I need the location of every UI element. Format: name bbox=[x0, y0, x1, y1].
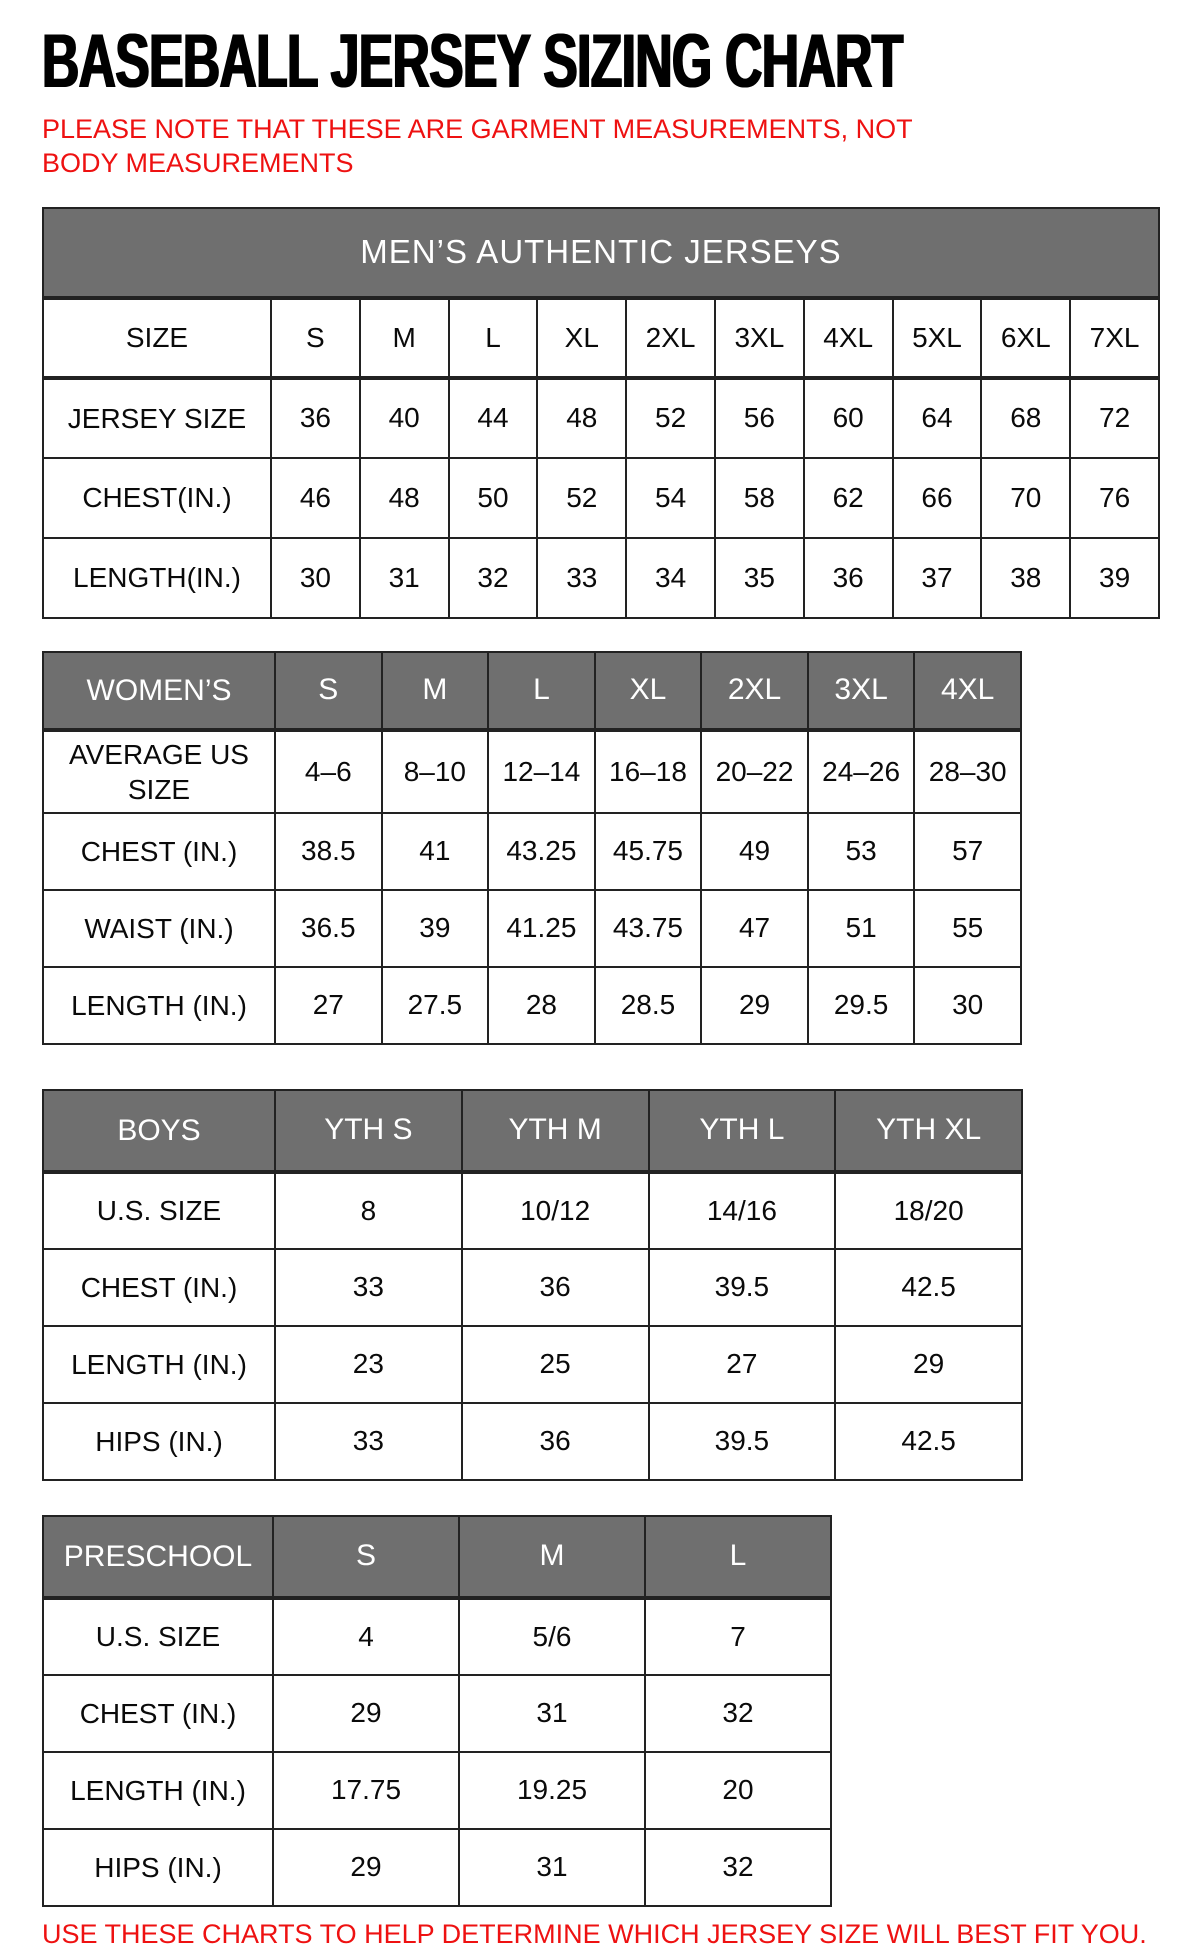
table-cell: 4 bbox=[273, 1598, 459, 1675]
table-cell: 29 bbox=[273, 1829, 459, 1906]
boys-header-row bbox=[43, 1090, 1022, 1172]
table-cell: 8 bbox=[275, 1172, 462, 1249]
row-label: CHEST(IN.) bbox=[43, 458, 271, 538]
table-cell: 30 bbox=[914, 967, 1021, 1044]
table-cell: 55 bbox=[914, 890, 1021, 967]
womens-header-label: WOMEN’S bbox=[43, 652, 275, 730]
table-cell: 33 bbox=[537, 538, 626, 618]
pre-row-2 bbox=[43, 1752, 831, 1829]
mens-header-label: SIZE bbox=[43, 298, 271, 378]
table-cell: 46 bbox=[271, 458, 360, 538]
size-column-header: YTH S bbox=[275, 1090, 462, 1172]
size-column-header: 6XL bbox=[981, 298, 1070, 378]
mens-authentic-jerseys-table bbox=[42, 207, 1160, 619]
mens-header-row bbox=[43, 298, 1159, 378]
row-label: HIPS (IN.) bbox=[43, 1829, 273, 1906]
row-label: CHEST (IN.) bbox=[43, 813, 275, 890]
table-cell: 76 bbox=[1070, 458, 1159, 538]
table-cell: 41 bbox=[382, 813, 489, 890]
table-cell: 18/20 bbox=[835, 1172, 1022, 1249]
table-cell: 20 bbox=[645, 1752, 831, 1829]
table-cell: 68 bbox=[981, 378, 1070, 458]
table-cell: 48 bbox=[537, 378, 626, 458]
mens-row-1 bbox=[43, 458, 1159, 538]
table-cell: 39 bbox=[1070, 538, 1159, 618]
size-column-header: 5XL bbox=[893, 298, 982, 378]
row-label: JERSEY SIZE bbox=[43, 378, 271, 458]
table-cell: 29 bbox=[273, 1675, 459, 1752]
boys-row-0 bbox=[43, 1172, 1022, 1249]
table-cell: 34 bbox=[626, 538, 715, 618]
table-cell: 36 bbox=[462, 1249, 649, 1326]
table-cell: 62 bbox=[804, 458, 893, 538]
table-cell: 45.75 bbox=[595, 813, 702, 890]
table-cell: 39 bbox=[382, 890, 489, 967]
size-column-header: M bbox=[382, 652, 489, 730]
table-cell: 60 bbox=[804, 378, 893, 458]
size-column-header: 4XL bbox=[804, 298, 893, 378]
table-cell: 72 bbox=[1070, 378, 1159, 458]
boys-header-label: BOYS bbox=[43, 1090, 275, 1172]
table-cell: 30 bbox=[271, 538, 360, 618]
table-cell: 27.5 bbox=[382, 967, 489, 1044]
table-cell: 35 bbox=[715, 538, 804, 618]
table-cell: 12–14 bbox=[488, 730, 595, 813]
table-cell: 4–6 bbox=[275, 730, 382, 813]
table-cell: 43.25 bbox=[488, 813, 595, 890]
table-cell: 52 bbox=[537, 458, 626, 538]
table-cell: 27 bbox=[649, 1326, 836, 1403]
size-column-header: XL bbox=[537, 298, 626, 378]
size-column-header: YTH M bbox=[462, 1090, 649, 1172]
mens-banner: MEN’S AUTHENTIC JERSEYS bbox=[43, 208, 1159, 298]
table-cell: 36 bbox=[462, 1403, 649, 1480]
table-cell: 24–26 bbox=[808, 730, 915, 813]
size-column-header: M bbox=[459, 1516, 645, 1598]
table-cell: 19.25 bbox=[459, 1752, 645, 1829]
table-cell: 27 bbox=[275, 967, 382, 1044]
row-label: HIPS (IN.) bbox=[43, 1403, 275, 1480]
table-cell: 33 bbox=[275, 1403, 462, 1480]
pre-header-label: PRESCHOOL bbox=[43, 1516, 273, 1598]
table-cell: 54 bbox=[626, 458, 715, 538]
table-cell: 23 bbox=[275, 1326, 462, 1403]
table-cell: 10/12 bbox=[462, 1172, 649, 1249]
table-cell: 43.75 bbox=[595, 890, 702, 967]
table-cell: 32 bbox=[645, 1675, 831, 1752]
footer-note: USE THESE CHARTS TO HELP DETERMINE WHICH JERSEY SIZE WILL BEST FIT YOU. bbox=[42, 1918, 1147, 1949]
table-cell: 42.5 bbox=[835, 1403, 1022, 1480]
row-label: U.S. SIZE bbox=[43, 1172, 275, 1249]
table-cell: 37 bbox=[893, 538, 982, 618]
table-cell: 51 bbox=[808, 890, 915, 967]
table-cell: 33 bbox=[275, 1249, 462, 1326]
table-cell: 66 bbox=[893, 458, 982, 538]
womens-row-1 bbox=[43, 813, 1021, 890]
table-cell: 39.5 bbox=[649, 1403, 836, 1480]
table-cell: 70 bbox=[981, 458, 1070, 538]
table-cell: 28.5 bbox=[595, 967, 702, 1044]
table-cell: 7 bbox=[645, 1598, 831, 1675]
table-cell: 29 bbox=[835, 1326, 1022, 1403]
mens-row-0 bbox=[43, 378, 1159, 458]
size-column-header: 2XL bbox=[626, 298, 715, 378]
table-cell: 50 bbox=[449, 458, 538, 538]
row-label: U.S. SIZE bbox=[43, 1598, 273, 1675]
table-cell: 32 bbox=[645, 1829, 831, 1906]
table-cell: 39.5 bbox=[649, 1249, 836, 1326]
size-column-header: S bbox=[275, 652, 382, 730]
size-column-header: YTH XL bbox=[835, 1090, 1022, 1172]
table-cell: 31 bbox=[459, 1675, 645, 1752]
row-label: LENGTH (IN.) bbox=[43, 1752, 273, 1829]
table-cell: 48 bbox=[360, 458, 449, 538]
womens-row-0 bbox=[43, 730, 1021, 813]
size-column-header: XL bbox=[595, 652, 702, 730]
pre-row-0 bbox=[43, 1598, 831, 1675]
size-column-header: M bbox=[360, 298, 449, 378]
row-label: CHEST (IN.) bbox=[43, 1675, 273, 1752]
size-column-header: 2XL bbox=[701, 652, 808, 730]
boys-row-3 bbox=[43, 1403, 1022, 1480]
size-column-header: 3XL bbox=[715, 298, 804, 378]
table-cell: 25 bbox=[462, 1326, 649, 1403]
boys-row-1 bbox=[43, 1249, 1022, 1326]
row-label: LENGTH (IN.) bbox=[43, 967, 275, 1044]
garment-measurements-note: PLEASE NOTE THAT THESE ARE GARMENT MEASUREMENTS, NOT BODY MEASUREMENTS bbox=[42, 114, 913, 179]
table-cell: 49 bbox=[701, 813, 808, 890]
table-cell: 5/6 bbox=[459, 1598, 645, 1675]
pre-row-3 bbox=[43, 1829, 831, 1906]
womens-sizing-table bbox=[42, 651, 1022, 1045]
table-cell: 36 bbox=[271, 378, 360, 458]
size-column-header: 3XL bbox=[808, 652, 915, 730]
table-cell: 36.5 bbox=[275, 890, 382, 967]
size-column-header: S bbox=[271, 298, 360, 378]
table-cell: 52 bbox=[626, 378, 715, 458]
size-column-header: 7XL bbox=[1070, 298, 1159, 378]
row-label: WAIST (IN.) bbox=[43, 890, 275, 967]
table-cell: 38 bbox=[981, 538, 1070, 618]
row-label: LENGTH (IN.) bbox=[43, 1326, 275, 1403]
table-cell: 57 bbox=[914, 813, 1021, 890]
size-column-header: L bbox=[449, 298, 538, 378]
table-cell: 41.25 bbox=[488, 890, 595, 967]
table-cell: 16–18 bbox=[595, 730, 702, 813]
table-cell: 53 bbox=[808, 813, 915, 890]
table-cell: 36 bbox=[804, 538, 893, 618]
pre-header-row bbox=[43, 1516, 831, 1598]
page-title: BASEBALL JERSEY SIZING CHART bbox=[42, 19, 903, 104]
table-cell: 38.5 bbox=[275, 813, 382, 890]
boys-row-2 bbox=[43, 1326, 1022, 1403]
table-cell: 58 bbox=[715, 458, 804, 538]
size-column-header: L bbox=[488, 652, 595, 730]
womens-header-row bbox=[43, 652, 1021, 730]
table-cell: 64 bbox=[893, 378, 982, 458]
womens-row-3 bbox=[43, 967, 1021, 1044]
table-cell: 20–22 bbox=[701, 730, 808, 813]
table-cell: 56 bbox=[715, 378, 804, 458]
table-cell: 42.5 bbox=[835, 1249, 1022, 1326]
table-cell: 32 bbox=[449, 538, 538, 618]
size-column-header: S bbox=[273, 1516, 459, 1598]
table-cell: 29 bbox=[701, 967, 808, 1044]
table-cell: 8–10 bbox=[382, 730, 489, 813]
pre-row-1 bbox=[43, 1675, 831, 1752]
womens-row-2 bbox=[43, 890, 1021, 967]
table-cell: 47 bbox=[701, 890, 808, 967]
table-cell: 31 bbox=[360, 538, 449, 618]
mens-banner-row bbox=[43, 208, 1159, 298]
boys-sizing-table bbox=[42, 1089, 1023, 1481]
size-column-header: 4XL bbox=[914, 652, 1021, 730]
table-cell: 28–30 bbox=[914, 730, 1021, 813]
table-cell: 28 bbox=[488, 967, 595, 1044]
row-label: LENGTH(IN.) bbox=[43, 538, 271, 618]
table-cell: 29.5 bbox=[808, 967, 915, 1044]
preschool-sizing-table bbox=[42, 1515, 832, 1907]
row-label: CHEST (IN.) bbox=[43, 1249, 275, 1326]
size-column-header: YTH L bbox=[649, 1090, 836, 1172]
row-label: AVERAGE US SIZE bbox=[43, 730, 275, 813]
table-cell: 14/16 bbox=[649, 1172, 836, 1249]
table-cell: 40 bbox=[360, 378, 449, 458]
table-cell: 31 bbox=[459, 1829, 645, 1906]
table-cell: 17.75 bbox=[273, 1752, 459, 1829]
table-cell: 44 bbox=[449, 378, 538, 458]
mens-row-2 bbox=[43, 538, 1159, 618]
size-column-header: L bbox=[645, 1516, 831, 1598]
